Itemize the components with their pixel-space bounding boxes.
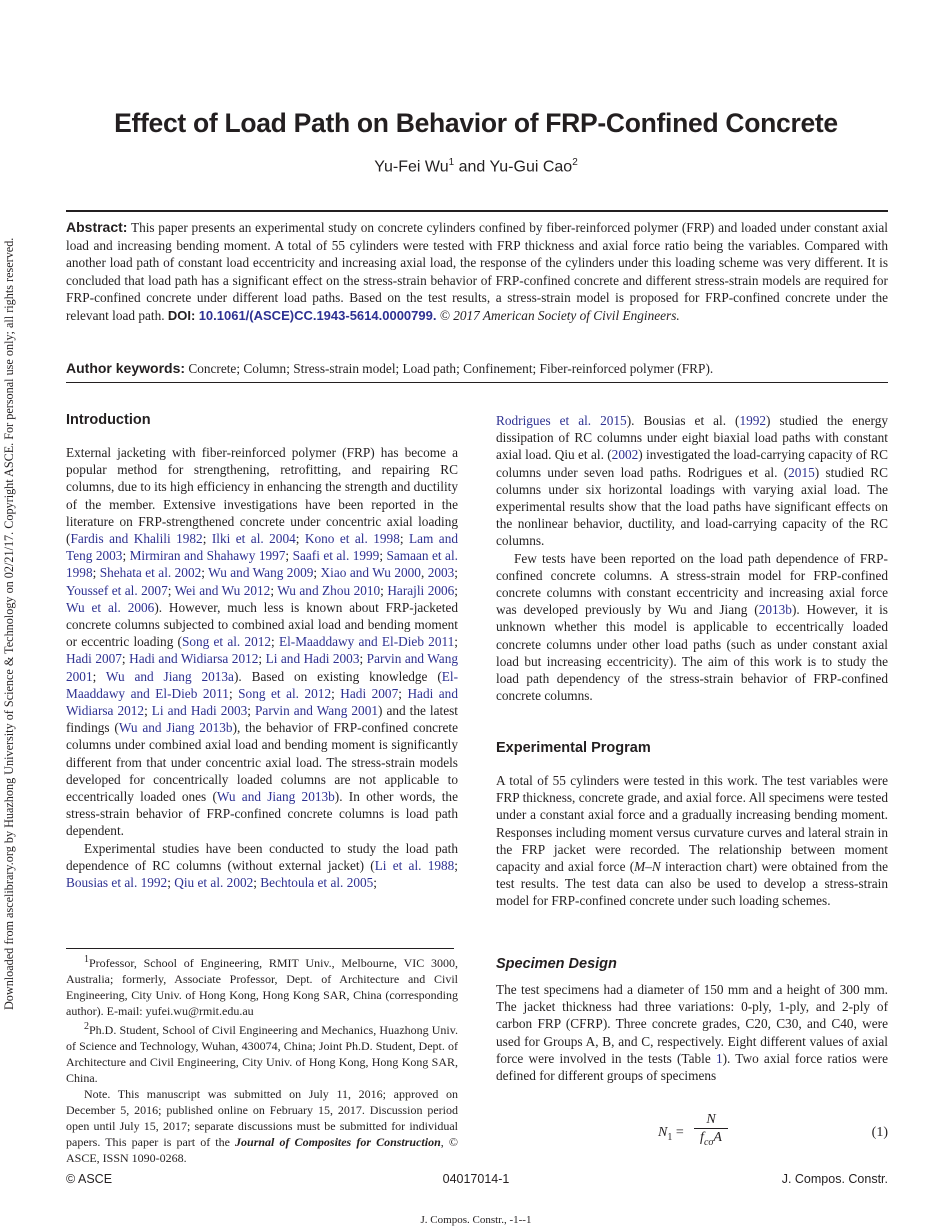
ref-link[interactable]: Mirmiran and Shahawy 1997 <box>129 548 286 564</box>
equation-lhs: $N_1$ = <box>658 1125 684 1143</box>
author-keywords <box>66 360 888 377</box>
footer-journal: J. Compos. Constr. <box>781 1172 888 1186</box>
introduction-right-column <box>496 412 888 704</box>
abstract <box>66 219 888 324</box>
ref-link[interactable]: Wu and Wang 2009 <box>208 565 314 581</box>
specimen-design-heading: Specimen Design <box>496 956 617 972</box>
specimen-design-text <box>496 981 888 1084</box>
ref-link[interactable]: Samaan et al. 1998 <box>66 548 458 581</box>
abstract-label: Abstract: <box>66 219 128 235</box>
ref-link[interactable]: Ilki et al. 2004 <box>211 531 296 547</box>
doi-link[interactable]: 10.1061/(ASCE)CC.1943-5614.0000799. <box>198 307 437 323</box>
ref-link[interactable]: Harajli 2006 <box>387 582 455 598</box>
ref-link[interactable]: Hadi and Widiarsa 2012 <box>66 685 458 719</box>
ref-link[interactable]: Wu and Zhou 2010 <box>277 582 381 598</box>
introduction-left-column <box>66 444 458 891</box>
ref-link[interactable]: 1992 <box>739 413 767 428</box>
ref-link[interactable]: 2013b <box>758 602 792 618</box>
ref-link[interactable]: Hadi 2007 <box>340 685 399 701</box>
paper-title: Effect of Load Path on Behavior of FRP-Confined Concrete <box>114 108 838 138</box>
ref-link[interactable]: Song et al. 2012 <box>238 685 332 701</box>
ref-link[interactable]: Bechtoula et al. 2005 <box>260 875 374 891</box>
ref-link[interactable]: Lam and Teng 2003 <box>66 531 459 564</box>
intro-paragraph-2: Experimental studies have been conducted to study the load path dependence of RC columns (without external jacket) (Li et al. 1988; Bousias et al. 1992; Qiu et al. 2002; Bechtoula et al. 2005; <box>66 840 458 891</box>
equation-number: (1) <box>871 1125 888 1140</box>
footer-page-id: 04017014-1 <box>442 1172 510 1186</box>
ref-link[interactable]: Song et al. 2012 <box>181 634 272 650</box>
author-2-affiliation-mark: 2 <box>572 157 578 168</box>
equation-fraction <box>694 1112 728 1148</box>
ref-link[interactable]: Parvin and Wang 2001 <box>255 703 379 719</box>
ref-link[interactable]: Wu and Jiang 2013a <box>105 668 234 684</box>
copyright-notice: © 2017 American Society of Civil Engineers. <box>439 307 680 323</box>
journal-name: Journal of Composites for Construction <box>235 1135 441 1149</box>
keywords-text: Concrete; Column; Stress-strain model; Load path; Confinement; Fiber-reinforced polymer (FRP). <box>188 361 714 376</box>
table-link[interactable]: 1 <box>715 1050 723 1066</box>
citation-footer: J. Compos. Constr., -1--1 <box>420 1214 532 1226</box>
author-2: Yu-Gui Cao <box>489 158 573 176</box>
ref-link[interactable]: El-Maaddawy and El-Dieb 2011 <box>66 668 458 701</box>
intro-paragraph-1: External jacketing with fiber-reinforced polymer (FRP) has become a popular method for strengthening, retrofitting, and repairing RC columns, due to its high efficiency in enhancing the strength and ductility of the member. Extensive investigations have been reported in the literature on FRP-strengthened concrete under concentric axial loading (Fardis and Khalili 1982; Ilki et al. 2004; Kono et al. 1998; Lam and Teng 2003; Mirmiran and Shahawy 1997; Saafi et al. 1999; Samaan et al. 1998; Shehata et al. 2002; Wu and Wang 2009; Xiao and Wu 2000, 2003; Youssef et al. 2007; Wei and Wu 2012; Wu and Zhou 2010; Harajli 2006; Wu et al. 2006). However, much less is known about FRP-jacketed concrete columns subjected to combined axial load and bending moment or eccentric loading (Song et al. 2012; El-Maaddawy and El-Dieb 2011; Hadi 2007; Hadi and Widiarsa 2012; Li and Hadi 2003; Parvin and Wang 2001; Wu and Jiang 2013a). Based on existing knowledge (El-Maaddawy and El-Dieb 2011; Song et al. 2012; Hadi 2007; Hadi and Widiarsa 2012; Li and Hadi 2003; Parvin and Wang 2001) and the latest findings (Wu and Jiang 2013b), the behavior of FRP-confined concrete columns under combined axial load and bending moment is significantly different from that under concentric axial load. The stress-strain models developed for concentrically loaded columns are not applicable to eccentrically loaded ones (Wu and Jiang 2013b). In other words, the stress-strain behavior of FRP-confined concrete columns is load path dependent. <box>66 445 459 839</box>
experimental-program-text <box>496 772 888 910</box>
ref-link[interactable]: Wu and Jiang 2013b <box>216 789 335 805</box>
ref-link[interactable]: Fardis and Khalili 1982 <box>70 531 203 547</box>
header-rule <box>66 210 888 212</box>
equation-1 <box>496 1110 888 1156</box>
keywords-label: Author keywords: <box>66 360 186 376</box>
footnote-2: $^2$Ph.D. Student, School of Civil Engineering and Mechanics, Huazhong Univ. of Science and Technology, Wuhan, 430074, China; Joint Ph.D. Student, Dept. of Architecture and Civil Engineering, City Univ. of Hong Kong, Hong Kong SAR, China. <box>66 1021 458 1085</box>
ref-link[interactable]: Parvin and Wang 2001 <box>66 651 458 684</box>
ref-link[interactable]: Wei and Wu 2012 <box>174 582 271 598</box>
authors-and: and <box>454 158 490 176</box>
footer-left: © ASCE <box>66 1172 113 1186</box>
ref-link[interactable]: Li and Hadi 2003 <box>151 703 248 719</box>
ref-link[interactable]: 2015 <box>788 464 815 480</box>
ref-link[interactable]: Wu et al. 2006 <box>66 599 155 615</box>
footnotes <box>66 952 458 1166</box>
intro-paragraph-2-cont: Rodrigues et al. 2015). Bousias et al. (1992) studied the energy dissipation of RC columns under eight biaxial load paths with constant axial load. Qiu et al. (2002) investigated the load-carrying capacity of RC columns under seven load paths. Rodrigues et al. (2015) studied RC columns under six horizontal loadings with varying axial load. The experimental results show that the load paths have significant effects on the nonlinear behavior, ductility, and load-carrying capacity of the RC columns. <box>496 413 889 549</box>
footnote-1: $^1$Professor, School of Engineering, RMIT Univ., Melbourne, VIC 3000, Australia; formerly, Associate Professor, Dept. of Architecture and Civil Engineering, City Univ. of Hong Kong, Hong Kong SAR, China (corresponding author). E-mail: yufei.wu@rmit.edu.au <box>66 954 458 1018</box>
author-1-affiliation-mark: 1 <box>448 157 455 168</box>
experimental-program-heading: Experimental Program <box>496 740 651 756</box>
ref-link[interactable]: Li et al. 1988 <box>374 857 455 873</box>
experimental-paragraph-1: A total of 55 cylinders were tested in this work. The test variables were FRP thickness, concrete grade, and axial force. All specimens were tested under a constant axial force and a gradually increasing bending moment. Responses including moment versus curvature curves and lateral strain in the FRP jacket were recorded. The relationship between moment capacity and axial force (M–N interaction chart) were obtained from the test results. The test data can also be used to develop a stress-strain model for FRP-confined concrete under such loading schemes. <box>496 773 888 909</box>
footnote-rule <box>66 948 454 949</box>
download-notice: Downloaded from ascelibrary.org by Huazhong University of Science & Technology on 02/21/17. Copyright ASCE. For personal use only; all rights reserved. <box>2 237 16 1010</box>
specimen-paragraph: The test specimens had a diameter of 150 mm and a height of 300 mm. The jacket thickness had three variations: 0-ply, 1-ply, and 2-ply of carbon FRP (CFRP). Three concrete grades, C20, C30, and C40, were used for Groups A, B, and C, respectively. Eight different values of axial force were involved in the tests (Table 1). Two axial force ratios were defined for different groups of specimens <box>496 982 888 1084</box>
ref-link[interactable]: Xiao and Wu 2000 <box>320 565 421 581</box>
ref-link[interactable]: Bousias et al. 1992 <box>66 875 168 891</box>
ref-link[interactable]: Hadi and Widiarsa 2012 <box>129 651 259 667</box>
ref-link[interactable]: Youssef et al. 2007 <box>66 582 168 598</box>
keywords-rule <box>66 382 888 383</box>
ref-link[interactable]: Shehata et al. 2002 <box>99 565 202 581</box>
ref-link[interactable]: El-Maaddawy and El-Dieb 2011 <box>278 634 455 650</box>
ref-link[interactable]: 2003 <box>427 565 455 581</box>
ref-link[interactable]: Li and Hadi 2003 <box>265 651 360 667</box>
ref-link[interactable]: Kono et al. 1998 <box>304 531 400 547</box>
author-1: Yu-Fei Wu <box>374 158 449 176</box>
doi-label: DOI: <box>167 307 196 323</box>
ref-link[interactable]: Rodrigues et al. 2015 <box>496 413 627 428</box>
equation-denominator: $f_{co}A$ <box>694 1128 728 1148</box>
intro-paragraph-3: Few tests have been reported on the load path dependence of FRP-confined concrete columns. A stress-strain model for FRP-confined concrete columns with constant eccentricity and increasing axial force was developed previously by Wu and Jiang (2013b). However, it is unknown whether this model is applicable to eccentrically loaded concrete columns under other load paths (such as under constant axial load but increasing eccentricity). The aim of this work is to study the load path dependency of the stress-strain behavior of FRP-confined concrete columns. <box>496 550 888 704</box>
introduction-heading: Introduction <box>66 412 151 428</box>
abstract-text: This paper presents an experimental study on concrete cylinders confined by fiber-reinforced polymer (FRP) and loaded under constant axial load and increasing bending moment. A total of 55 cylinders were tested with FRP thickness and axial force ratio being the variables. Compared with another load path of constant load eccentricity and increasing axial load, the response of the cylinders under this loading scheme was very different. It is concluded that load path has a significant effect on the stress-strain behavior of FRP-confined concrete and different stress-strain models are required for FRP-confined concrete under different load paths. Based on the test results, a stress-strain model is proposed for FRP-confined concrete under the relevant load path. <box>66 220 888 323</box>
ref-link[interactable]: Qiu et al. 2002 <box>174 875 254 891</box>
ref-link[interactable]: 2002 <box>611 447 639 463</box>
ref-link[interactable]: Saafi et al. 1999 <box>292 548 380 564</box>
ref-link[interactable]: Wu and Jiang 2013b <box>118 720 233 736</box>
ref-link[interactable]: Hadi 2007 <box>66 651 122 667</box>
authors <box>0 157 952 176</box>
publication-note: Note. This manuscript was submitted on July 11, 2016; approved on December 5, 2016; published online on February 15, 2017. Discussion period open until July 15, 2017; separate discussions must be submitted for individual papers. This paper is part of the Journal of Composites for Construction, © ASCE, ISSN 1090-0268. <box>66 1087 458 1165</box>
equation-numerator: N <box>706 1112 716 1127</box>
